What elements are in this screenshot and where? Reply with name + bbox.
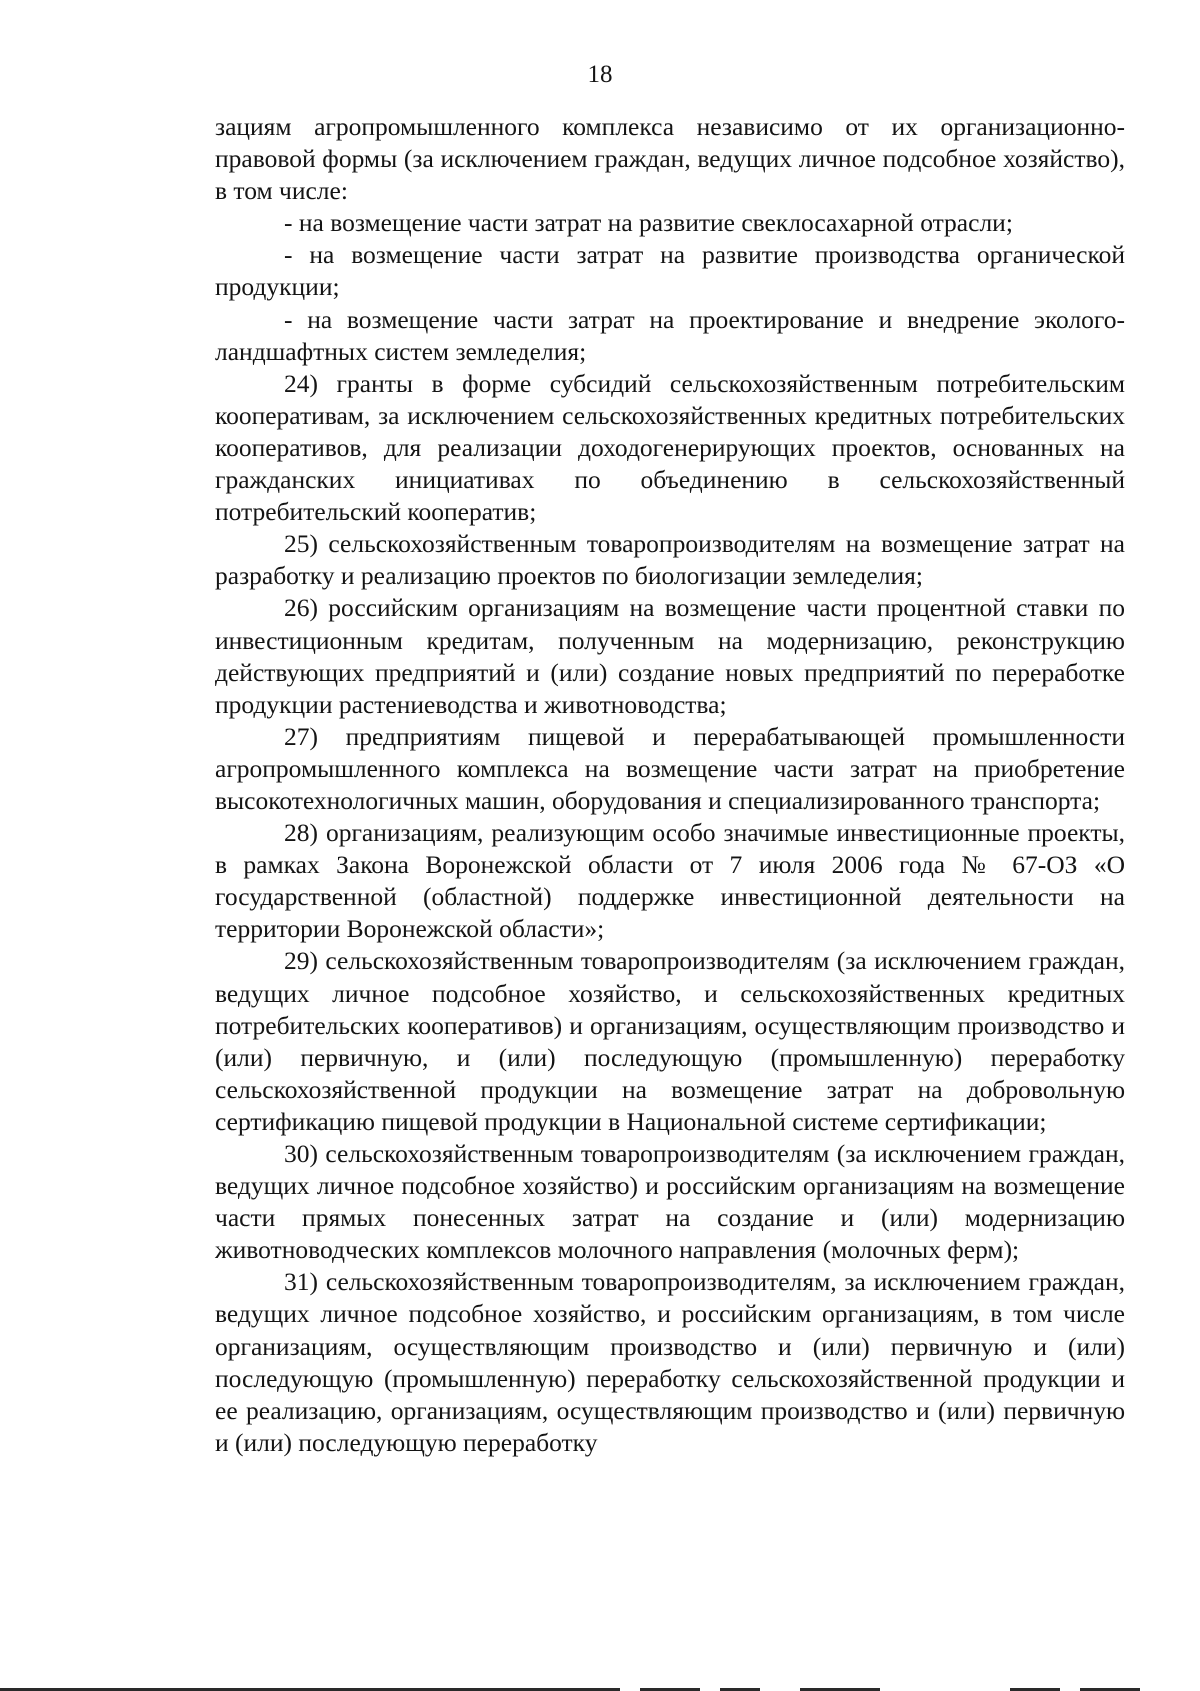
document-body [215, 111, 1125, 1459]
paragraph-continuation: зациям агропромышленного комплекса независимо от их организационно-правовой формы (за исключением граждан, ведущих личное подсобное хозяйство), в том числе: [215, 112, 1125, 206]
list-item-dash: - на возмещение части затрат на развитие свеклосахарной отрасли; [284, 208, 1013, 238]
list-item-dash: - на возмещение части затрат на проектирование и внедрение эколого-ландшафтных систем земледелия; [215, 304, 1125, 366]
list-item-31: 31) сельскохозяйственным товаропроизводителям, за исключением граждан, ведущих личное подсобное хозяйство, и российским организациям, в том числе организациям, осуществляющим производство и (или) первичную и (или) последующую (промышленную) переработку сельскохозяйственной продукции и ее реализацию, организациям, осуществляющим производство и (или) первичную и (или) последующую переработку [215, 1267, 1125, 1457]
list-item-dash: - на возмещение части затрат на развитие производства органической продукции; [215, 240, 1125, 302]
list-item-25: 25) сельскохозяйственным товаропроизводителям на возмещение затрат на разработку и реализацию проектов по биологизации земледелия; [215, 529, 1125, 591]
list-item-24: 24) гранты в форме субсидий сельскохозяйственным потребительским кооперативам, за исключением сельскохозяйственных кредитных потребительских кооперативов, для реализации доходогенерирующих проектов, основанных на гражданских инициативах по объединению в сельскохозяйственный потребительский кооператив; [215, 368, 1125, 527]
list-item-26: 26) российским организациям на возмещение части процентной ставки по инвестиционным кредитам, полученным на модернизацию, реконструкцию действующих предприятий и (или) создание новых предприятий по переработке продукции растениеводства и животноводства; [215, 593, 1125, 719]
list-item-28: 28) организациям, реализующим особо значимые инвестиционные проекты, в рамках Закона Воронежской области от 7 июля 2006 года № 67-ОЗ «О государственной (областной) поддержке инвестиционной деятельности на территории Воронежской области»; [215, 818, 1125, 944]
list-item-29: 29) сельскохозяйственным товаропроизводителям (за исключением граждан, ведущих личное подсобное хозяйство, и сельскохозяйственных кредитных потребительских кооперативов) и организациям, осуществляющим производство и (или) первичную, и (или) последующую (промышленную) переработку сельскохозяйственной продукции на возмещение затрат на добровольную сертификацию пищевой продукции в Национальной системе сертификации; [215, 946, 1125, 1136]
scan-edge-artifact [0, 1675, 1200, 1691]
list-item-30: 30) сельскохозяйственным товаропроизводителям (за исключением граждан, ведущих личное подсобное хозяйство) и российским организациям на возмещение части прямых понесенных затрат на создание и (или) модернизацию животноводческих комплексов молочного направления (молочных ферм); [215, 1139, 1125, 1265]
list-item-27: 27) предприятиям пищевой и перерабатывающей промышленности агропромышленного комплекса на возмещение части затрат на приобретение высокотехнологичных машин, оборудования и специализированного транспорта; [215, 721, 1125, 815]
page-number: 18 [587, 61, 613, 88]
